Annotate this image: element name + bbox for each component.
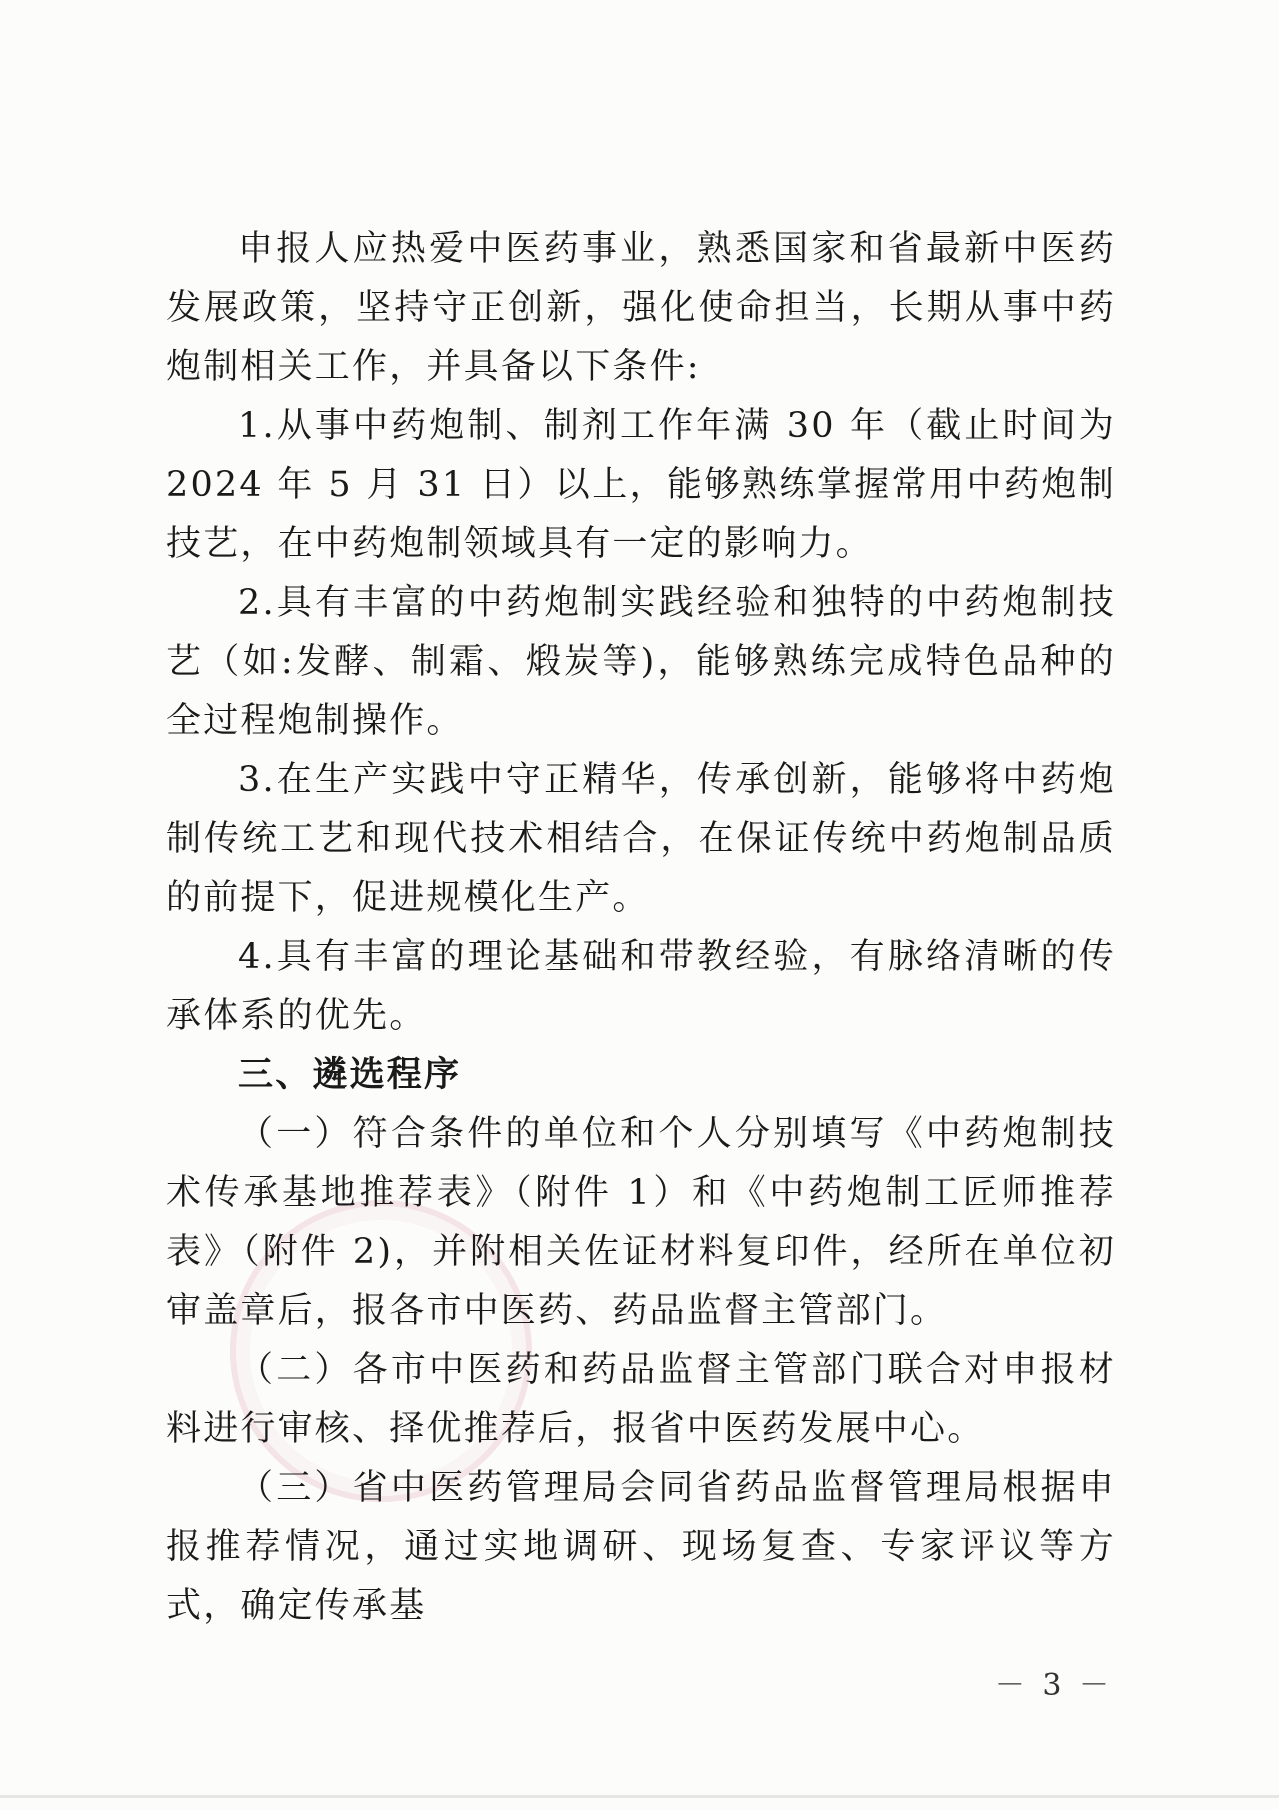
paragraph-condition-1: 1.从事中药炮制、制剂工作年满 30 年（截止时间为 2024 年 5 月 31 日）以上，能够熟练掌握常用中药炮制技艺，在中药炮制领域具有一定的影响力。 bbox=[166, 406, 1116, 564]
document-body bbox=[166, 220, 1116, 1636]
paragraph-eligibility-intro: 申报人应热爱中医药事业，熟悉国家和省最新中医药发展政策，坚持守正创新，强化使命担当，长期从事中药炮制相关工作，并具备以下条件: bbox=[166, 229, 1116, 387]
section-heading-selection-procedure: 三、遴选程序 bbox=[238, 1055, 462, 1095]
paragraph-procedure-1: （一）符合条件的单位和个人分别填写《中药炮制技术传承基地推荐表》（附件 1）和《中药炮制工匠师推荐表》（附件 2)，并附相关佐证材料复印件，经所在单位初审盖章后，报各市中医药、药品监督主管部门。 bbox=[166, 1114, 1116, 1331]
page-number: － 3 － bbox=[994, 1668, 1113, 1703]
paragraph-procedure-3: （三）省中医药管理局会同省药品监督管理局根据申报推荐情况，通过实地调研、现场复查、专家评议等方式，确定传承基 bbox=[166, 1468, 1116, 1626]
paragraph-condition-4: 4.具有丰富的理论基础和带教经验，有脉络清晰的传承体系的优先。 bbox=[166, 937, 1116, 1036]
paragraph-condition-3: 3.在生产实践中守正精华，传承创新，能够将中药炮制传统工艺和现代技术相结合，在保证传统中药炮制品质的前提下，促进规模化生产。 bbox=[166, 760, 1116, 918]
paragraph-condition-2: 2.具有丰富的中药炮制实践经验和独特的中药炮制技艺（如:发酵、制霜、煅炭等)，能够熟练完成特色品种的全过程炮制操作。 bbox=[166, 583, 1116, 741]
scan-edge-line bbox=[0, 1795, 1279, 1798]
paragraph-procedure-2: （二）各市中医药和药品监督主管部门联合对申报材料进行审核、择优推荐后，报省中医药发展中心。 bbox=[166, 1350, 1116, 1449]
